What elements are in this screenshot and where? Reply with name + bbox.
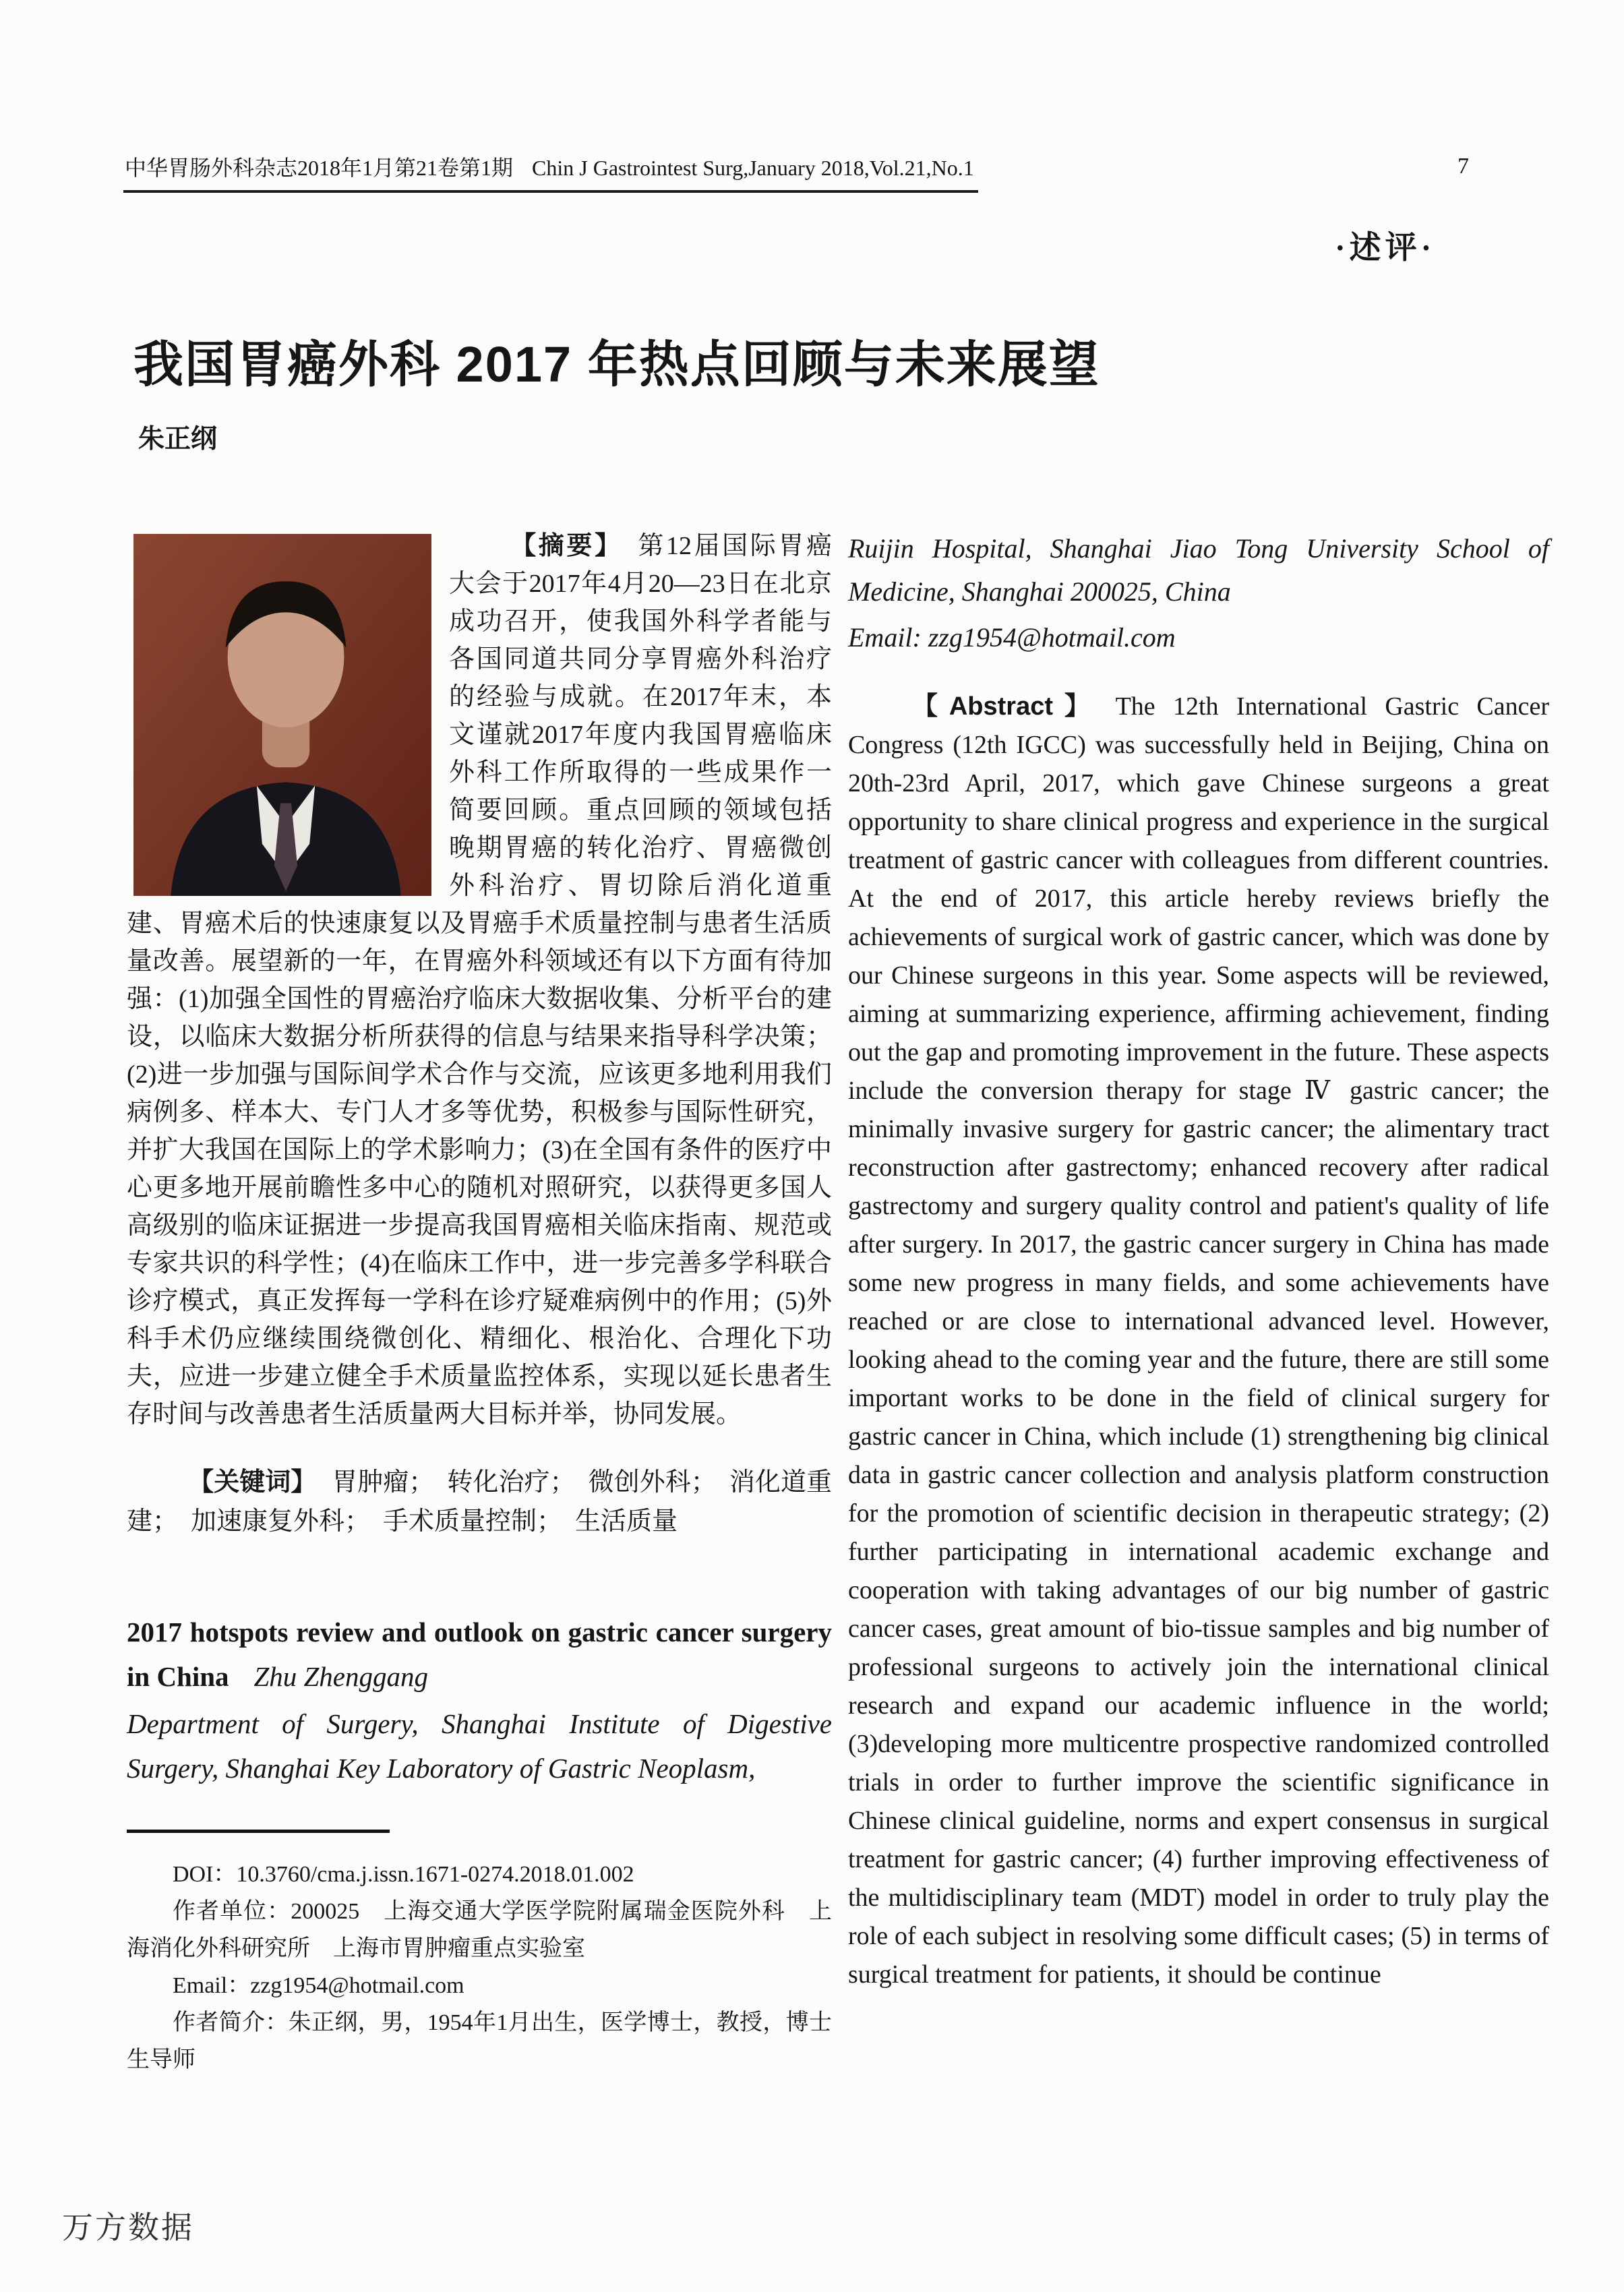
doi-line: DOI：10.3760/cma.j.issn.1671-0274.2018.01.002 [173,1862,634,1887]
keywords-label-cn: 【关键词】 [188,1468,317,1497]
english-abstract [848,688,1549,1994]
abstract-label-cn: 【摘要】 [510,532,623,560]
english-affiliation-right: Ruijin Hospital, Shanghai Jiao Tong University School of Medicine, Shanghai 200025, China [848,533,1549,607]
keywords-paragraph [127,1463,832,1541]
page-number: 7 [1457,154,1469,179]
author-bio-cn: 作者简介：朱正纲，男，1954年1月出生，医学博士，教授，博士生导师 [127,2010,832,2072]
right-column [848,527,1549,1994]
english-author-name: Zhu Zhenggang [253,1661,429,1692]
footnote-divider [127,1830,390,1833]
english-email: Email: zzg1954@hotmail.com [848,622,1176,653]
author-email-cn: Email：zzg1954@hotmail.com [173,1973,464,1998]
article-title: 我国胃癌外科 2017 年热点回顾与未来展望 [133,336,1100,392]
keywords-text-cn: 胃肿瘤； 转化治疗； 微创外科； 消化道重建； 加速康复外科； 手术质量控制； 生活质量 [127,1468,832,1536]
abstract-text-en: The 12th International Gastric Cancer Congress (12th IGCC) was successfully held in Beijing, China on 20th-23rd April, 2017, which gave Chinese surgeons a great opportunity to share clinical progress and experience in the surgical treatment of gastric cancer with colleagues from different countries. At the end of 2017, this article hereby reviews briefly the achievements of surgical work of gastric cancer, which was done by our Chinese surgeons in this year. Some aspects will be reviewed, aiming at summarizing experience, affirming achievement, finding out the gap and promoting improvement in the future. These aspects include the conversion therapy for stage Ⅳ gastric cancer; the minimally invasive surgery for gastric cancer; the alimentary tract reconstruction after gastrectomy; enhanced recovery after radical gastrectomy and surgery quality control and patient's quality of life after surgery. In 2017, the gastric cancer surgery in China has made some new progress in many fields, and some achievements have reached or are close to international advanced level. However, looking ahead to the coming year and the future, there are still some important works to be done in the field of clinical surgery for gastric cancer in China, which include (1) strengthening big clinical data in gastric cancer collection and analysis platform construction for the promotion of scientific decision in therapeutic strategy; (2) further participating in international academic exchange and cooperation with taking advantages of our big number of gastric cancer cases, great amount of bio-tissue samples and big number of professional surgeons to actively join the international clinical research and expand our academic influence in the world; (3)developing more multicentre prospective randomized controlled trials in order to further improve the scientific significance in Chinese clinical guideline, norms and expert consensus in surgical treatment for gastric cancer; (4) further improving effectiveness of the multidisciplinary team (MDT) model in order to truly play the role of each subject in resolving some difficult cases; (5) in terms of surgical treatment for patients, it should be continue [848,692,1550,1989]
author-name: 朱正纲 [138,425,218,454]
journal-header [123,151,978,193]
english-affiliation-left: Department of Surgery, Shanghai Institute of Digestive Surgery, Shanghai Key Laboratory of Gastric Neoplasm, [127,1708,832,1784]
abstract-text-cn: 第12届国际胃癌大会于2017年4月20—23日在北京成功召开，使我国外科学者能与各国同道共同分享胃癌外科治疗的经验与成就。在2017年末，本文谨就2017年度内我国胃癌临床外科工作所取得的一些成果作一简要回顾。重点回顾的领域包括晚期胃癌的转化治疗、胃癌微创外科治疗、胃切除后消化道重建、胃癌术后的快速康复以及胃癌手术质量控制与患者生活质量改善。展望新的一年，在胃癌外科领域还有以下方面有待加强：(1)加强全国性的胃癌治疗临床大数据收集、分析平台的建设，以临床大数据分析所获得的信息与结果来指导科学决策；(2)进一步加强与国际间学术合作与交流，应该更多地利用我们病例多、样本大、专门人才多等优势，积极参与国际性研究，并扩大我国在国际上的学术影响力；(3)在全国有条件的医疗中心更多地开展前瞻性多中心的随机对照研究，以获得更多国人高级别的临床证据进一步提高我国胃癌相关临床指南、规范或专家共识的科学性；(4)在临床工作中，进一步完善多学科联合诊疗模式，真正发挥每一学科在诊疗疑难病例中的作用；(5)外科手术仍应继续围绕微创化、精细化、根治化、合理化下功夫，应进一步建立健全手术质量监控体系，实现以延长患者生存时间与改善患者生活质量两大目标并举，协同发展。 [127,532,832,1428]
abstract-label-en: 【Abstract】 [912,692,1102,721]
wanfang-watermark: 万方数据 [62,2210,194,2245]
english-title: 2017 hotspots review and outlook on gastric cancer surgery in China [127,1617,832,1692]
author-portrait-illustration [133,534,431,896]
journal-title-en: Chin J Gastrointest Surg,January 2018,Vol.21,No.1 [532,156,974,180]
chinese-abstract [127,527,832,1433]
english-title-block [127,1610,832,1699]
section-label: ·述评· [1335,231,1436,266]
left-column [127,527,832,2078]
footnote-block [127,1856,832,2078]
journal-header-underline [123,151,978,193]
author-affiliation-cn: 作者单位：200025 上海交通大学医学院附属瑞金医院外科 上海消化外科研究所 上海市胃肿瘤重点实验室 [127,1899,832,1961]
author-photo [133,534,431,896]
journal-title-cn: 中华胃肠外科杂志2018年1月第21卷第1期 [125,156,514,180]
